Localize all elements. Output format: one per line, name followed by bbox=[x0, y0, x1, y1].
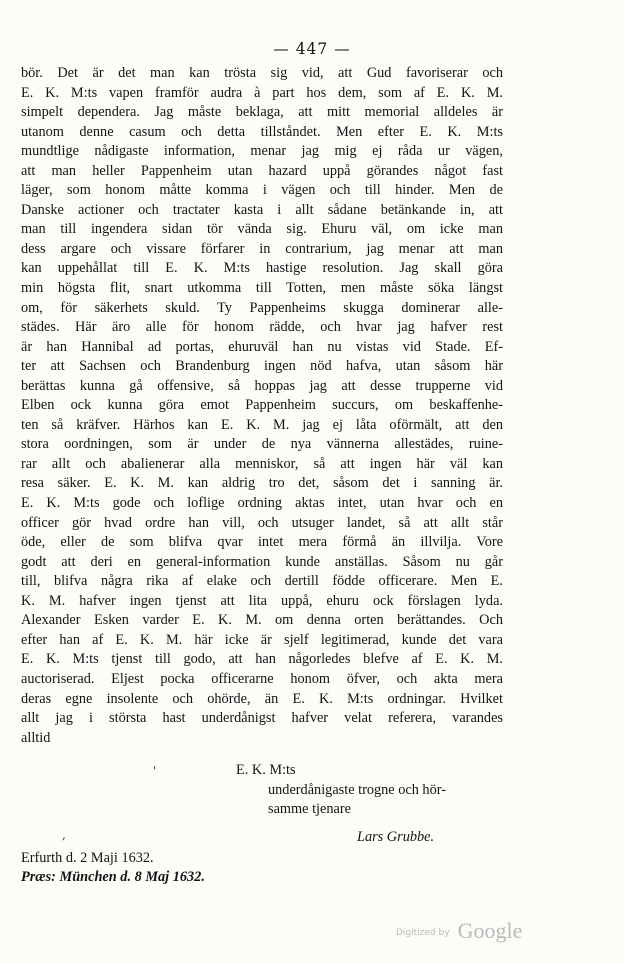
text-line: rar allt och abalienerar alla menniskor, så att ingen här väl kan bbox=[21, 455, 503, 472]
text-line: allt jag i största hast underdånigst hafver velat referera, varandes bbox=[21, 710, 503, 727]
text-line: läger, som honom måtte komma i vägen och till hinder. Men de bbox=[21, 182, 503, 199]
dateline-place-date: Erfurth d. 2 Maji 1632. bbox=[21, 850, 154, 866]
text-line: ter att Sachsen och Brandenburg ingen nöd hafva, utan såsom här bbox=[21, 358, 503, 375]
digitized-watermark bbox=[396, 918, 522, 944]
text-line: E. K. M:ts vapen framför audra à part hos dem, som af E. K. M. bbox=[21, 84, 503, 101]
closing-line-1: underdånigaste trogne och hör- bbox=[268, 782, 446, 798]
text-line: auctoriserad. Eljest pocka officerarne honom öfver, och akta mera bbox=[21, 670, 503, 687]
text-line: utanom denne casum och detta tillståndet. Men efter E. K. M:ts bbox=[21, 123, 503, 140]
text-line: simpelt dependera. Jag måste beklaga, att mitt memorial alldeles är bbox=[21, 104, 503, 121]
text-line: mundtlige nådigaste information, menar jag mig ej råda ur vägen, bbox=[21, 143, 503, 160]
text-line: att man heller Pappenheim utan hazard uppå görandes något fast bbox=[21, 162, 503, 179]
text-line: till, blifva några rika af elake och dertill födde officerare. Men E. bbox=[21, 573, 503, 590]
text-line: öde, eller de som blifva qvar intet mera förmå än illvilja. Vore bbox=[21, 534, 503, 551]
closing-line-2: samme tjenare bbox=[268, 801, 351, 817]
text-line: berättas kunna gå offensive, så hoppas jag att desse trupperne vid bbox=[21, 377, 503, 394]
text-line: resa säker. E. K. M. kan aldrig tro det, såsom det i sanning är. bbox=[21, 475, 503, 492]
text-line: min högsta flit, snart utkomma till Totten, men måste söka längst bbox=[21, 280, 503, 297]
text-line: dess argare och vissare förfarer in contrarium, jag menar att man bbox=[21, 240, 503, 257]
text-line: E. K. M:ts tjenst till godo, att han någorledes blefve af E. K. M. bbox=[21, 651, 503, 668]
dateline-received: Præs: München d. 8 Maj 1632. bbox=[21, 869, 205, 885]
google-logo: Google bbox=[457, 918, 523, 943]
stray-mark: ' bbox=[153, 764, 157, 778]
page-number: — 447 — bbox=[273, 40, 351, 58]
signature-name: Lars Grubbe. bbox=[357, 829, 435, 845]
text-line: efter han af E. K. M. här icke är sjelf legitimerad, kunde det vara bbox=[21, 631, 503, 648]
text-line: ten så kräfver. Härhos kan E. K. M. jag ej låta oförmält, att den bbox=[21, 416, 503, 433]
watermark-prefix: Digitized by bbox=[396, 928, 450, 938]
text-line: städes. Här äro alle för honom rädde, och hvar jag hafver rest bbox=[21, 319, 503, 336]
text-line: E. K. M:ts gode och loflige ordning aktas intet, utan hvar och en bbox=[21, 495, 503, 512]
text-line: Elben ock kunna göra emot Pappenheim succurs, om beskaffenhe- bbox=[21, 397, 503, 414]
text-line: är han Hannibal ad portas, ehuruväl han nu vistas vid Stade. Ef- bbox=[21, 338, 503, 355]
text-line: Danske actioner och tractater kasta i allt sådane betänkande in, att bbox=[21, 201, 503, 218]
text-line: officer gör hvad ordre han vill, och utsuger landet, så att allt står bbox=[21, 514, 503, 531]
stray-mark: , bbox=[62, 828, 66, 842]
text-line: bör. Det är det man kan trösta sig vid, att Gud favoriserar och bbox=[21, 65, 503, 81]
closing-salutation: E. K. M:ts bbox=[236, 762, 296, 778]
text-line: kan uppehållat till E. K. M:ts hastige resolution. Jag skall göra bbox=[21, 260, 503, 277]
text-line: alltid bbox=[21, 729, 51, 746]
letter-body bbox=[21, 64, 503, 748]
text-line: man till ingendera sidan tör vända sig. Ehuru väl, om icke man bbox=[21, 221, 503, 238]
text-line: om, för säkerhets skuld. Ty Pappenheims skugga dominerar alle- bbox=[21, 299, 503, 316]
text-line: godt att deri en general-information kunde anställas. Såsom nu går bbox=[21, 553, 503, 570]
text-line: stora oordningen, som är under de nya vännerna allestädes, ruine- bbox=[21, 436, 503, 453]
text-line: Alexander Esken varder E. K. M. om denna orten berättandes. Och bbox=[21, 612, 503, 629]
text-line: K. M. hafver ingen tjenst att lita uppå, ehuru ock förslagen lyda. bbox=[21, 592, 503, 609]
text-line: deras egne insolente och ohörde, än E. K. M:ts ordningar. Hvilket bbox=[21, 690, 503, 707]
